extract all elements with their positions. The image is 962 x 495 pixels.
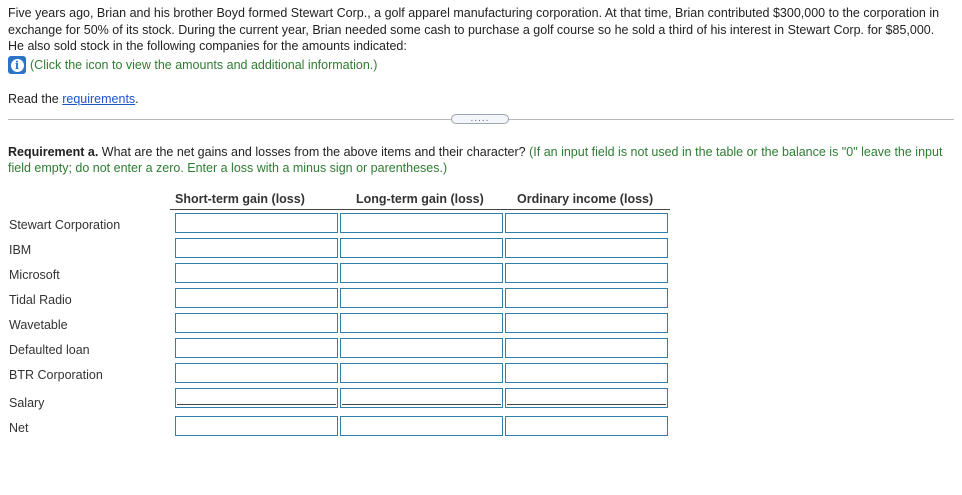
wavetable-long-term-input[interactable] (340, 313, 503, 333)
row-label-stewart-corporation: Stewart Corporation (9, 218, 121, 232)
row-label-defaulted-loan: Defaulted loan (9, 343, 90, 357)
tidal-radio-ordinary-input[interactable] (505, 288, 668, 308)
btr-corporation-long-term-input[interactable] (340, 363, 503, 383)
row-label-salary: Salary (9, 396, 45, 410)
expand-toggle[interactable]: ..... (451, 114, 509, 124)
requirements-link[interactable]: requirements (62, 92, 136, 106)
microsoft-ordinary-input[interactable] (505, 263, 668, 283)
btr-corporation-ordinary-input[interactable] (505, 363, 668, 383)
info-glyph: i (11, 59, 24, 72)
info-text: (Click the icon to view the amounts and additional information.) (30, 58, 378, 72)
row-label-ibm: IBM (9, 243, 32, 257)
read-requirements-suffix: . (135, 92, 139, 106)
requirement-a (8, 144, 956, 176)
subtotal-line-ordinary (507, 404, 666, 405)
column-header-ordinary: Ordinary income (loss) (517, 192, 654, 206)
ibm-long-term-input[interactable] (340, 238, 503, 258)
info-row (8, 56, 377, 74)
subtotal-line-short-term (177, 404, 336, 405)
row-label-net: Net (9, 421, 29, 435)
defaulted-loan-ordinary-input[interactable] (505, 338, 668, 358)
read-requirements-prefix: Read the (8, 92, 63, 106)
net-short-term-input[interactable] (175, 416, 338, 436)
microsoft-long-term-input[interactable] (340, 263, 503, 283)
subtotal-line-long-term (342, 404, 501, 405)
microsoft-short-term-input[interactable] (175, 263, 338, 283)
row-label-tidal-radio: Tidal Radio (9, 293, 72, 307)
requirement-a-label: Requirement a. (8, 145, 99, 159)
salary-long-term-input[interactable] (340, 388, 503, 408)
defaulted-loan-short-term-input[interactable] (175, 338, 338, 358)
stewart-corporation-short-term-input[interactable] (175, 213, 338, 233)
ibm-short-term-input[interactable] (175, 238, 338, 258)
requirement-a-hint: (If an input field is not used in the table or the balance is "0" leave the input field empty; do not enter a zero. Enter a loss with a minus sign or parentheses.) (8, 145, 943, 175)
tidal-radio-short-term-input[interactable] (175, 288, 338, 308)
column-header-short-term: Short-term gain (loss) (175, 192, 305, 206)
defaulted-loan-long-term-input[interactable] (340, 338, 503, 358)
salary-short-term-input[interactable] (175, 388, 338, 408)
column-header-long-term: Long-term gain (loss) (356, 192, 484, 206)
header-rule (170, 209, 670, 210)
ibm-ordinary-input[interactable] (505, 238, 668, 258)
row-label-wavetable: Wavetable (9, 318, 68, 332)
info-icon[interactable] (8, 56, 26, 74)
read-requirements (8, 92, 139, 106)
row-label-btr-corporation: BTR Corporation (9, 368, 103, 382)
wavetable-ordinary-input[interactable] (505, 313, 668, 333)
tidal-radio-long-term-input[interactable] (340, 288, 503, 308)
net-long-term-input[interactable] (340, 416, 503, 436)
stewart-corporation-ordinary-input[interactable] (505, 213, 668, 233)
salary-ordinary-input[interactable] (505, 388, 668, 408)
row-label-microsoft: Microsoft (9, 268, 60, 282)
problem-statement: Five years ago, Brian and his brother Boyd formed Stewart Corp., a golf apparel manufacturing corporation. At that time, Brian contributed $300,000 to the corporation in exchange for 50% of its stock. During the current year, Brian needed some cash to purchase a golf course so he sold a third of his interest in Stewart Corp. for $85,000. He also sold stock in the following companies for the amounts indicated: (8, 6, 940, 53)
btr-corporation-short-term-input[interactable] (175, 363, 338, 383)
requirement-a-question: What are the net gains and losses from the above items and their character? (98, 145, 530, 159)
net-ordinary-input[interactable] (505, 416, 668, 436)
stewart-corporation-long-term-input[interactable] (340, 213, 503, 233)
wavetable-short-term-input[interactable] (175, 313, 338, 333)
